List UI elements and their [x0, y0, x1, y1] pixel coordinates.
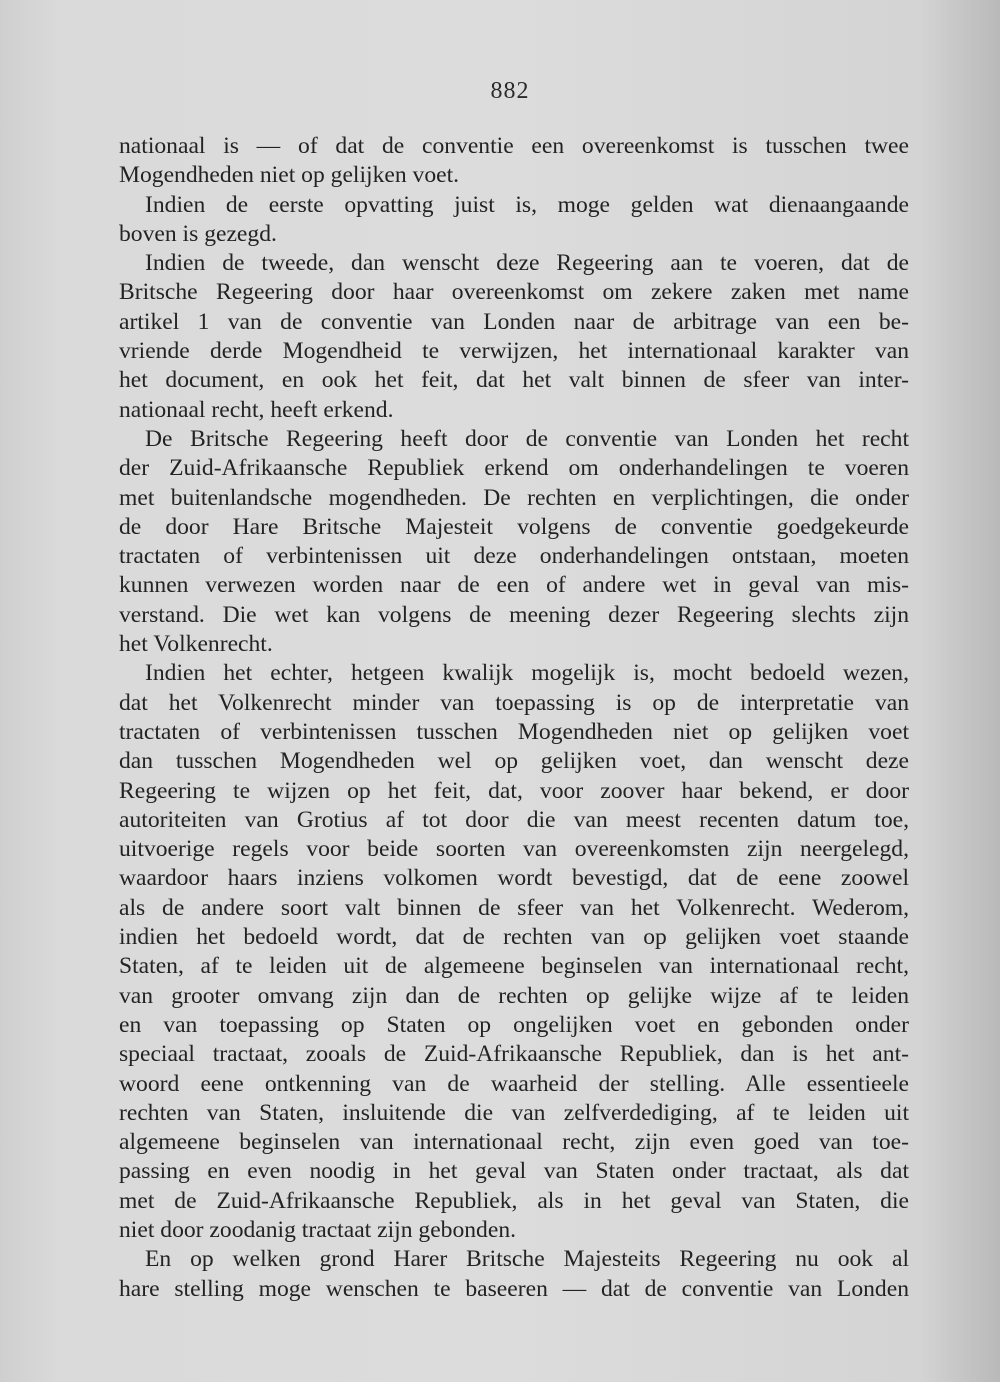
text-line: Staten, af te leiden uit de algemeene beginselen van internationaal recht,	[119, 953, 909, 980]
text-line: vriende derde Mogendheid te verwijzen, het internationaal karakter van	[119, 338, 909, 365]
text-line: als de andere soort valt binnen de sfeer van het Volkenrecht. Wederom,	[119, 894, 909, 921]
text-line: tractaten of verbintenissen uit deze onderhandelingen ontstaan, moeten	[119, 543, 909, 570]
text-line: der Zuid-Afrikaansche Republiek erkend om onderhandelingen te voeren	[119, 455, 909, 482]
text-line: En op welken grond Harer Britsche Majesteits Regeering nu ook al	[145, 1246, 909, 1273]
text-line: speciaal tractaat, zooals de Zuid-Afrikaansche Republiek, dan is het ant-	[119, 1041, 909, 1068]
text-line: niet door zoodanig tractaat zijn gebonden.	[119, 1216, 517, 1243]
text-line: woord eene ontkenning van de waarheid der stelling. Alle essentieele	[119, 1070, 909, 1097]
text-line: en van toepassing op Staten op ongelijken voet en gebonden onder	[119, 1011, 909, 1038]
text-line: Regeering te wijzen op het feit, dat, voor zoover haar bekend, er door	[119, 777, 909, 804]
text-line: Indien de eerste opvatting juist is, moge gelden wat dienaangaande	[145, 191, 909, 218]
text-line: uitvoerige regels voor beide soorten van overeenkomsten zijn neergelegd,	[119, 836, 909, 863]
text-line: kunnen verwezen worden naar de een of andere wet in geval van mis-	[119, 572, 909, 599]
text-line: algemeene beginselen van internationaal recht, zijn even goed van toe-	[119, 1129, 909, 1156]
text-line: tractaten of verbintenissen tusschen Mogendheden niet op gelijken voet	[119, 718, 909, 745]
text-line: van grooter omvang zijn dan de rechten op gelijke wijze af te leiden	[119, 982, 909, 1009]
text-line: Mogendheden niet op gelijken voet.	[119, 162, 460, 189]
text-line: dat het Volkenrecht minder van toepassing is op de interpretatie van	[119, 689, 909, 716]
text-line: het Volkenrecht.	[119, 631, 273, 658]
text-line: artikel 1 van de conventie van Londen naar de arbitrage van een be-	[119, 308, 909, 335]
text-line: Britsche Regeering door haar overeenkomst om zekere zaken met name	[119, 279, 909, 306]
text-line: De Britsche Regeering heeft door de conventie van Londen het recht	[145, 425, 909, 452]
text-line: verstand. Die wet kan volgens de meening dezer Regeering slechts zijn	[119, 601, 909, 628]
text-line: hare stelling moge wenschen te baseeren — dat de conventie van Londen	[119, 1275, 909, 1302]
text-line: passing en even noodig in het geval van Staten onder tractaat, als dat	[119, 1158, 909, 1185]
text-line: met de Zuid-Afrikaansche Republiek, als in het geval van Staten, die	[119, 1187, 909, 1214]
text-line: Indien het echter, hetgeen kwalijk mogelijk is, mocht bedoeld wezen,	[145, 660, 909, 687]
text-line: nationaal is — of dat de conventie een overeenkomst is tusschen twee	[119, 133, 909, 159]
text-line: waardoor haars inziens volkomen wordt bevestigd, dat de eene zoowel	[119, 865, 909, 892]
text-line: nationaal recht, heeft erkend.	[119, 396, 394, 423]
text-line: het document, en ook het feit, dat het valt binnen de sfeer van inter-	[119, 367, 909, 394]
text-line: dan tusschen Mogendheden wel op gelijken voet, dan wenscht deze	[119, 748, 909, 775]
text-line: Indien de tweede, dan wenscht deze Regeering aan te voeren, dat de	[145, 250, 909, 277]
text-line: rechten van Staten, insluitende die van zelfverdediging, af te leiden uit	[119, 1099, 909, 1126]
text-line: met buitenlandsche mogendheden. De rechten en verplichtingen, die onder	[119, 484, 909, 511]
page-number: 882	[490, 78, 530, 104]
text-line: indien het bedoeld wordt, dat de rechten van op gelijken voet staande	[119, 924, 909, 951]
text-line: de door Hare Britsche Majesteit volgens de conventie goedgekeurde	[119, 513, 909, 540]
text-line: boven is gezegd.	[119, 220, 277, 247]
text-line: autoriteiten van Grotius af tot door die van meest recenten datum toe,	[119, 806, 909, 833]
body-text	[119, 132, 909, 1304]
